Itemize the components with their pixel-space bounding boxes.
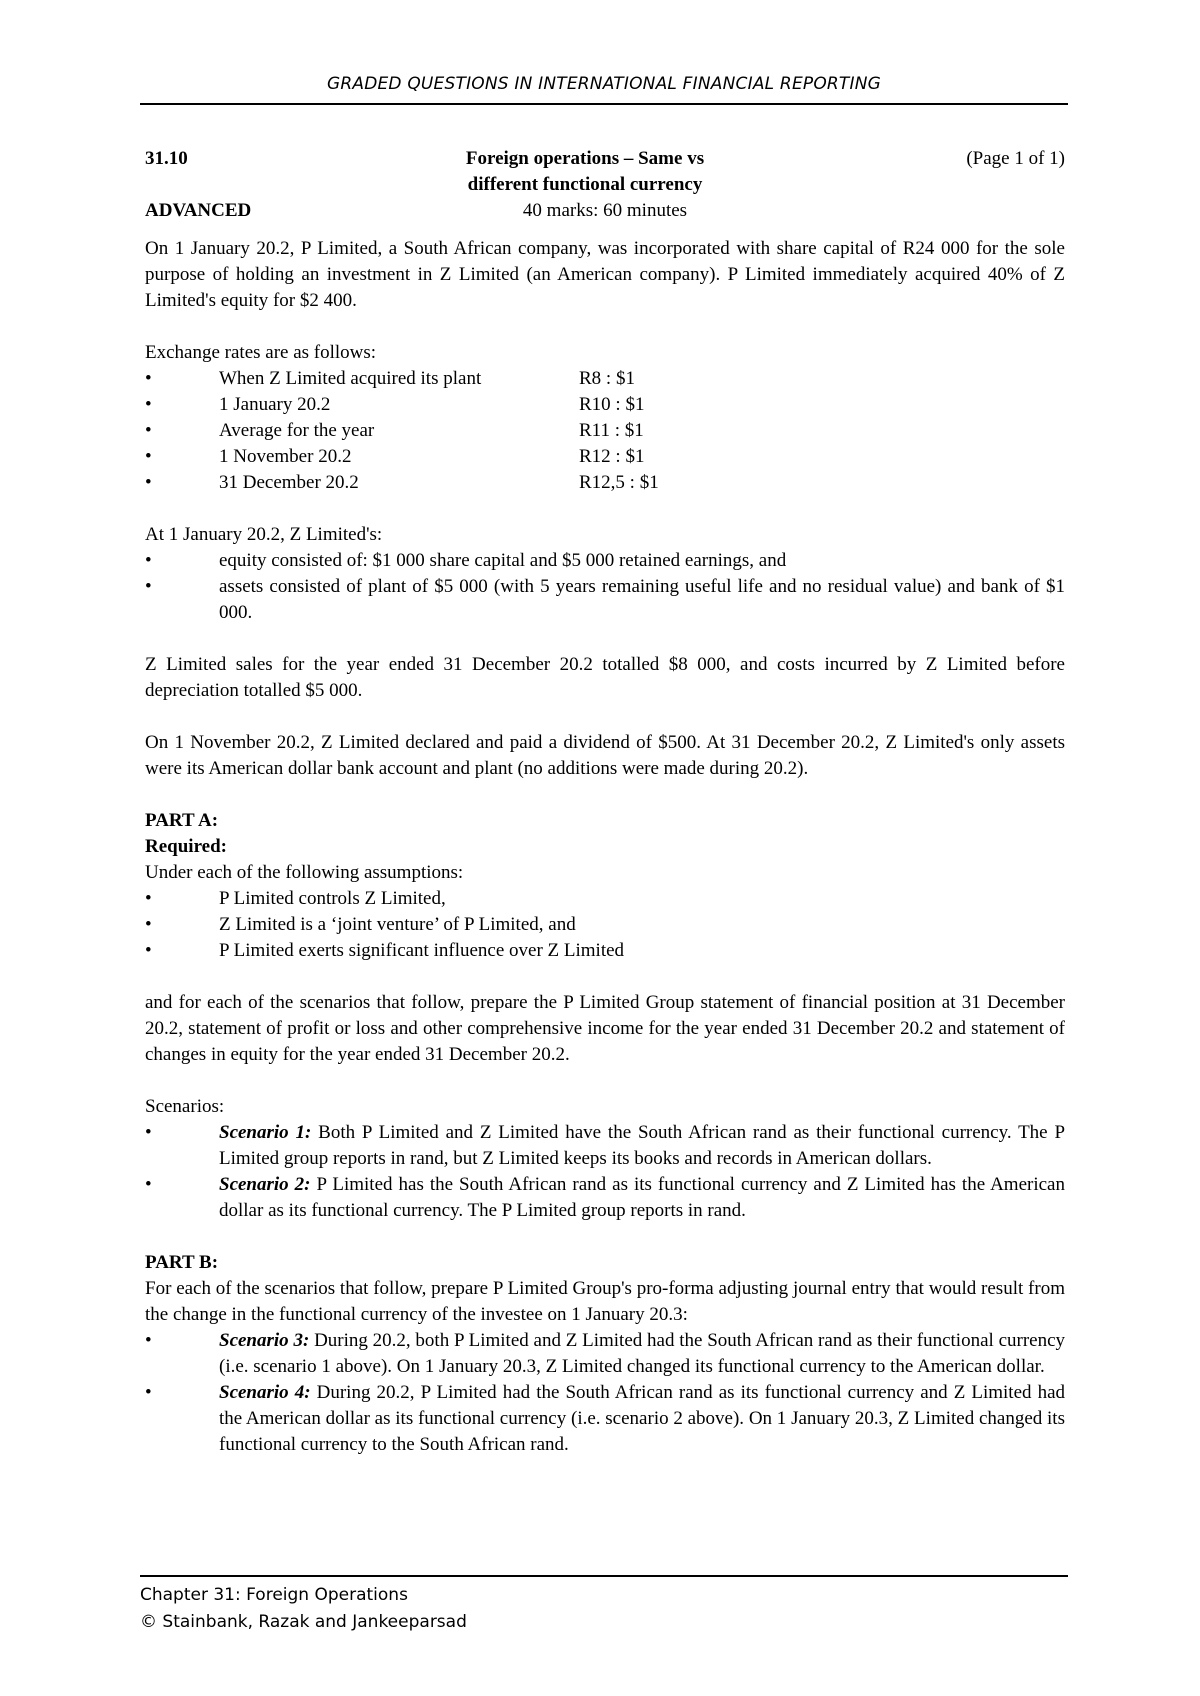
intro-paragraph: On 1 January 20.2, P Limited, a South African company, was incorporated with share capital of R24 000 for the sole purpose of holding an investment in Z Limited (an American company). P Limited immediately acquired 40% of Z Limited's equity for $2 400. — [145, 238, 1065, 311]
bullet-icon: • — [145, 888, 152, 909]
bullet-icon: • — [145, 472, 152, 493]
question-heading — [145, 146, 1065, 224]
part-b-instruction: For each of the scenarios that follow, prepare P Limited Group's pro-forma adjusting journal entry that would result from the change in the functional currency of the investee on 1 January 20.3: — [145, 1278, 1065, 1325]
header-divider — [140, 103, 1068, 105]
footer-divider — [140, 1575, 1068, 1577]
bullet-icon: • — [145, 940, 152, 961]
list-item: • Scenario 1: Both P Limited and Z Limited have the South African rand as their functional currency. The P Limited group reports in rand, but Z Limited keeps its books and records in American dollars. — [145, 1122, 1066, 1169]
exchange-rates-list — [145, 366, 1065, 496]
position-list — [145, 548, 1065, 626]
list-item: • Average for the year R11 : $1 — [145, 418, 1065, 444]
bullet-icon: • — [145, 1122, 152, 1143]
list-item: • Scenario 3: During 20.2, both P Limited and Z Limited had the South African rand as their functional currency (i.e. scenario 1 above). On 1 January 20.3, Z Limited changed its functional currency to the American dollar. — [145, 1330, 1066, 1377]
list-item: • Scenario 4: During 20.2, P Limited had the South African rand as its functional currency and Z Limited had the American dollar as its functional currency (i.e. scenario 2 above). On 1 January 20.3, Z Limited changed its functional currency to the South African rand. — [145, 1382, 1065, 1455]
required-heading: Required: — [145, 836, 227, 857]
question-title: Foreign operations – Same vs different functional currency — [465, 148, 705, 195]
difficulty-level: ADVANCED — [145, 200, 252, 221]
list-item: • Z Limited is a ‘joint venture’ of P Limited, and — [145, 912, 1065, 938]
position-heading: At 1 January 20.2, Z Limited's: — [145, 524, 383, 545]
list-item: • assets consisted of plant of $5 000 (with 5 years remaining useful life and no residual value) and bank of $1 000. — [145, 576, 1065, 623]
part-a-heading: PART A: — [145, 810, 219, 831]
bullet-icon: • — [145, 368, 152, 389]
bullet-icon: • — [145, 394, 152, 415]
rates-heading: Exchange rates are as follows: — [145, 342, 377, 363]
sales-paragraph: Z Limited sales for the year ended 31 December 20.2 totalled $8 000, and costs incurred by Z Limited before depreciation totalled $5 000. — [145, 654, 1065, 701]
list-item: • equity consisted of: $1 000 share capital and $5 000 retained earnings, and — [145, 548, 1065, 574]
question-body — [145, 146, 1065, 1458]
list-item: • P Limited exerts significant influence over Z Limited — [145, 938, 1065, 964]
part-a-instruction: and for each of the scenarios that follow, prepare the P Limited Group statement of financial position at 31 December 20.2, statement of profit or loss and other comprehensive income for the year ended 31 December 20.2 and statement of changes in equity for the year ended 31 December 20.2. — [145, 992, 1065, 1065]
running-header: GRADED QUESTIONS IN INTERNATIONAL FINANCIAL REPORTING — [326, 74, 882, 94]
bullet-icon: • — [145, 914, 152, 935]
assumptions-list — [145, 886, 1065, 964]
part-b-scenarios-list — [145, 1328, 1065, 1458]
list-item: • 1 January 20.2 R10 : $1 — [145, 392, 1065, 418]
page-indicator: (Page 1 of 1) — [966, 148, 1065, 169]
scenarios-heading: Scenarios: — [145, 1096, 225, 1117]
bullet-icon: • — [145, 1382, 152, 1403]
bullet-icon: • — [145, 1174, 152, 1195]
list-item: • P Limited controls Z Limited, — [145, 886, 1065, 912]
list-item: • When Z Limited acquired its plant R8 : $1 — [145, 366, 1065, 392]
dividend-paragraph: On 1 November 20.2, Z Limited declared and paid a dividend of $500. At 31 December 20.2, Z Limited's only assets were its American dollar bank account and plant (no additions were made during 20.2). — [145, 732, 1065, 779]
part-a-scenarios-list — [145, 1120, 1065, 1224]
footer-chapter: Chapter 31: Foreign Operations — [140, 1585, 408, 1605]
bullet-icon: • — [145, 576, 152, 597]
bullet-icon: • — [145, 420, 152, 441]
bullet-icon: • — [145, 1330, 152, 1351]
list-item: • Scenario 2: P Limited has the South African rand as its functional currency and Z Limited has the American dollar as its functional currency. The P Limited group reports in rand. — [145, 1174, 1065, 1221]
page-footer — [140, 1582, 467, 1636]
footer-copyright: © Stainbank, Razak and Jankeeparsad — [140, 1612, 467, 1632]
list-item: • 31 December 20.2 R12,5 : $1 — [145, 470, 1065, 496]
question-number: 31.10 — [145, 148, 188, 169]
bullet-icon: • — [145, 446, 152, 467]
marks-allocation: 40 marks: 60 minutes — [522, 200, 688, 221]
bullet-icon: • — [145, 550, 152, 571]
part-b-heading: PART B: — [145, 1252, 219, 1273]
assumptions-heading: Under each of the following assumptions: — [145, 862, 464, 883]
list-item: • 1 November 20.2 R12 : $1 — [145, 444, 1065, 470]
